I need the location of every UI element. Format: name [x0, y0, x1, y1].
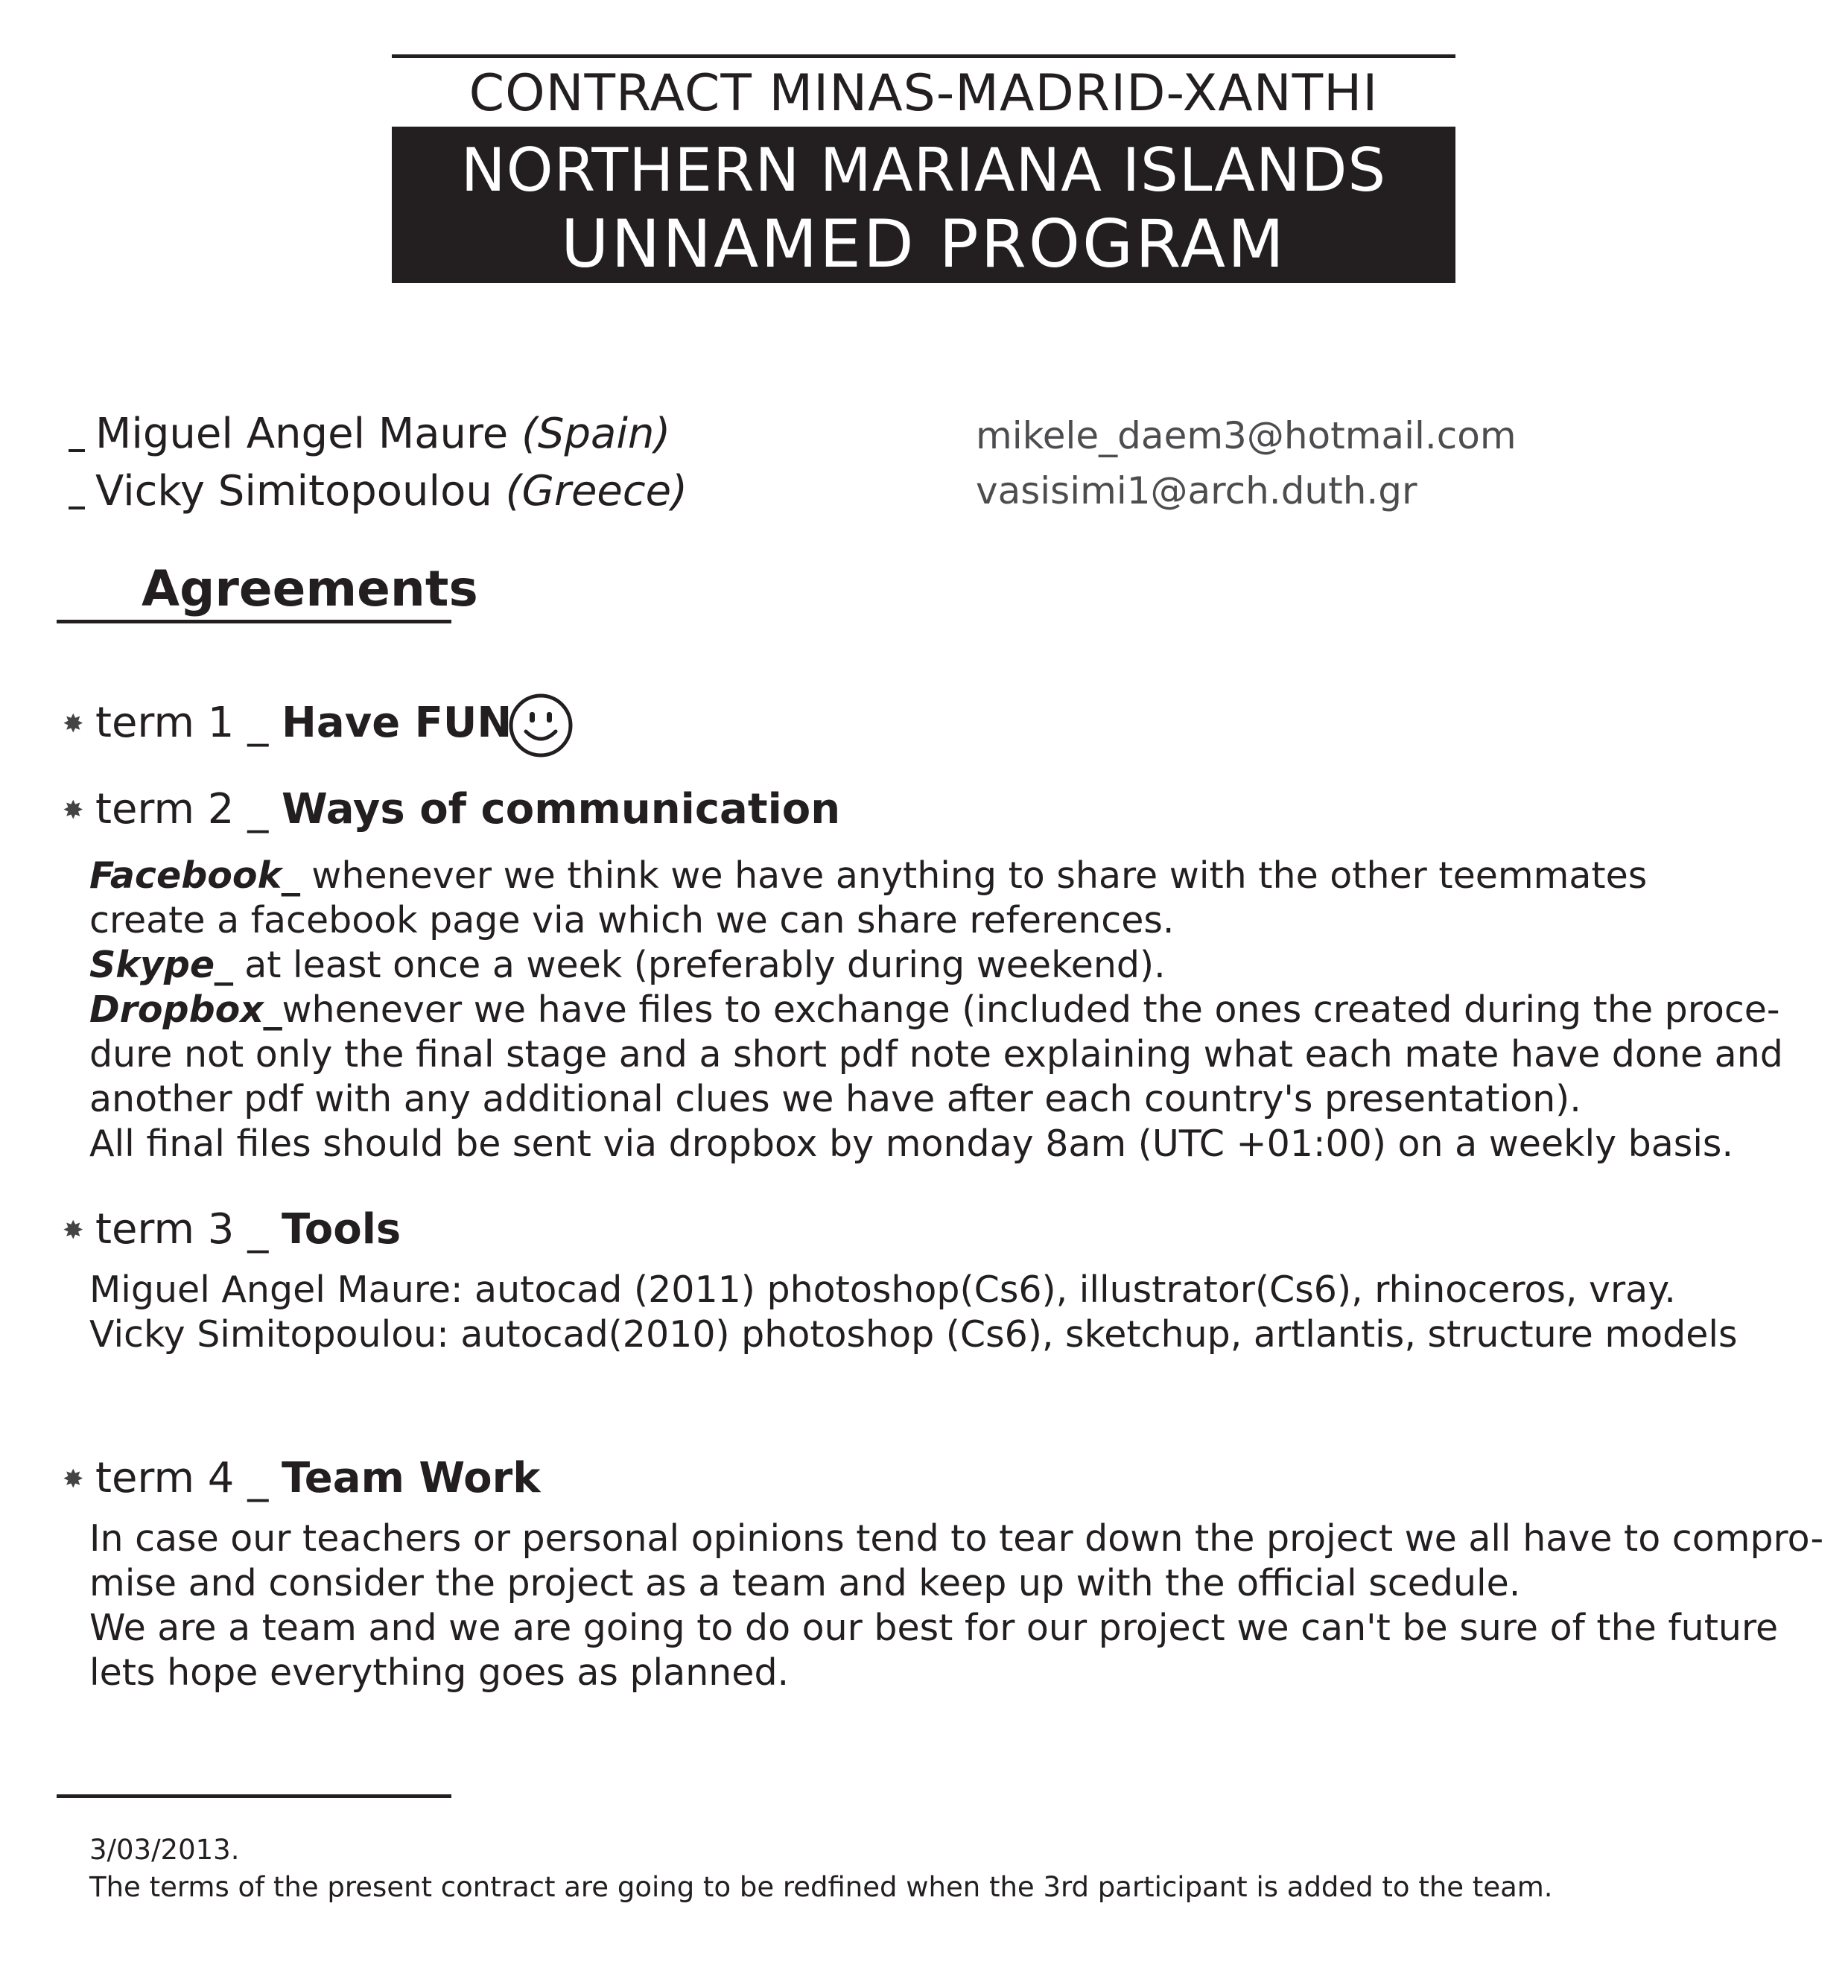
footer-note: The terms of the present contract are going to be redfined when the 3rd participant is added to the team.	[89, 1871, 1553, 1903]
tools-line-2: Vicky Simitopoulou: autocad(2010) photoshop (Cs6), sketchup, artlantis, structure models	[89, 1313, 1738, 1356]
term-1	[63, 699, 512, 747]
teamwork-line-4: lets hope everything goes as planned.	[89, 1651, 790, 1694]
term-name: Have FUN	[282, 699, 512, 747]
footer-date: 3/03/2013.	[89, 1834, 240, 1866]
contract-title: CONTRACT MINAS-MADRID-XANTHI	[469, 64, 1379, 123]
participant-2-email: vasisimi1@arch.duth.gr	[976, 469, 1417, 512]
facebook-lead: Facebook_	[89, 854, 300, 897]
header-rule	[392, 54, 1455, 58]
dropbox-line-2: dure not only the final stage and a short pdf note explaining what each mate have done and	[89, 1033, 1783, 1076]
asterisk-bullet-icon: ✸	[63, 1216, 84, 1245]
asterisk-bullet-icon: ✸	[63, 795, 84, 825]
facebook-line-2: create a facebook page via which we can share references.	[89, 899, 1175, 941]
participant-name: Vicky Simitopoulou	[95, 467, 492, 515]
dropbox-lead: Dropbox_	[89, 988, 282, 1031]
program-title: UNNAMED PROGRAM	[561, 206, 1286, 282]
term-label: term 4 _	[95, 1454, 282, 1502]
teamwork-line-1: In case our teachers or personal opinions tend to tear down the project we all have to compro-	[89, 1517, 1824, 1560]
participant-1-email: mikele_daem3@hotmail.com	[976, 414, 1517, 457]
term-4	[63, 1454, 541, 1502]
teamwork-paragraph	[89, 1517, 1823, 1695]
term-3	[63, 1205, 401, 1254]
skype-text: at least once a week (preferably during weekend).	[232, 944, 1166, 986]
teamwork-line-2: mise and consider the project as a team and keep up with the official scedule.	[89, 1562, 1521, 1604]
agreements-rule	[57, 620, 451, 623]
dropbox-text: whenever we have files to exchange (included the ones created during the proce-	[282, 988, 1780, 1031]
participant-name: Miguel Angel Maure	[95, 410, 509, 458]
smiley-icon	[508, 693, 574, 758]
term-label: term 1 _	[95, 699, 282, 747]
participant-country: (Spain)	[521, 410, 671, 458]
dropbox-line-3: another pdf with any additional clues we have after each country's presentation).	[89, 1078, 1581, 1120]
teamwork-line-3: We are a team and we are going to do our best for our project we can't be sure of the future	[89, 1607, 1779, 1649]
facebook-line	[89, 854, 1783, 898]
term-name: Tools	[282, 1205, 401, 1254]
agreements-heading: Agreements	[142, 560, 478, 617]
facebook-text: whenever we think we have anything to share with the other teemmates	[299, 854, 1648, 897]
skype-line	[89, 943, 1783, 988]
term-2	[63, 785, 840, 833]
term-label: term 3 _	[95, 1205, 282, 1254]
participant-1	[69, 410, 670, 458]
term-name: Team Work	[282, 1454, 541, 1502]
tools-paragraph	[89, 1268, 1738, 1357]
dash-icon	[69, 506, 85, 509]
footer-rule	[57, 1794, 451, 1798]
asterisk-bullet-icon: ✸	[63, 709, 84, 739]
title-block	[392, 127, 1455, 283]
participant-country: (Greece)	[505, 467, 688, 515]
communication-paragraph	[89, 854, 1783, 1166]
tools-line-1: Miguel Angel Maure: autocad (2011) photoshop(Cs6), illustrator(Cs6), rhinoceros, vray.	[89, 1268, 1676, 1311]
skype-lead: Skype_	[89, 944, 233, 986]
region-title: NORTHERN MARIANA ISLANDS	[460, 136, 1387, 205]
participant-2	[69, 467, 688, 515]
dash-icon	[69, 449, 85, 452]
dropbox-line	[89, 988, 1783, 1032]
asterisk-bullet-icon: ✸	[63, 1464, 84, 1494]
term-name: Ways of communication	[282, 785, 841, 833]
final-files-line: All final files should be sent via dropbox by monday 8am (UTC +01:00) on a weekly basis.	[89, 1122, 1734, 1165]
term-label: term 2 _	[95, 785, 282, 833]
